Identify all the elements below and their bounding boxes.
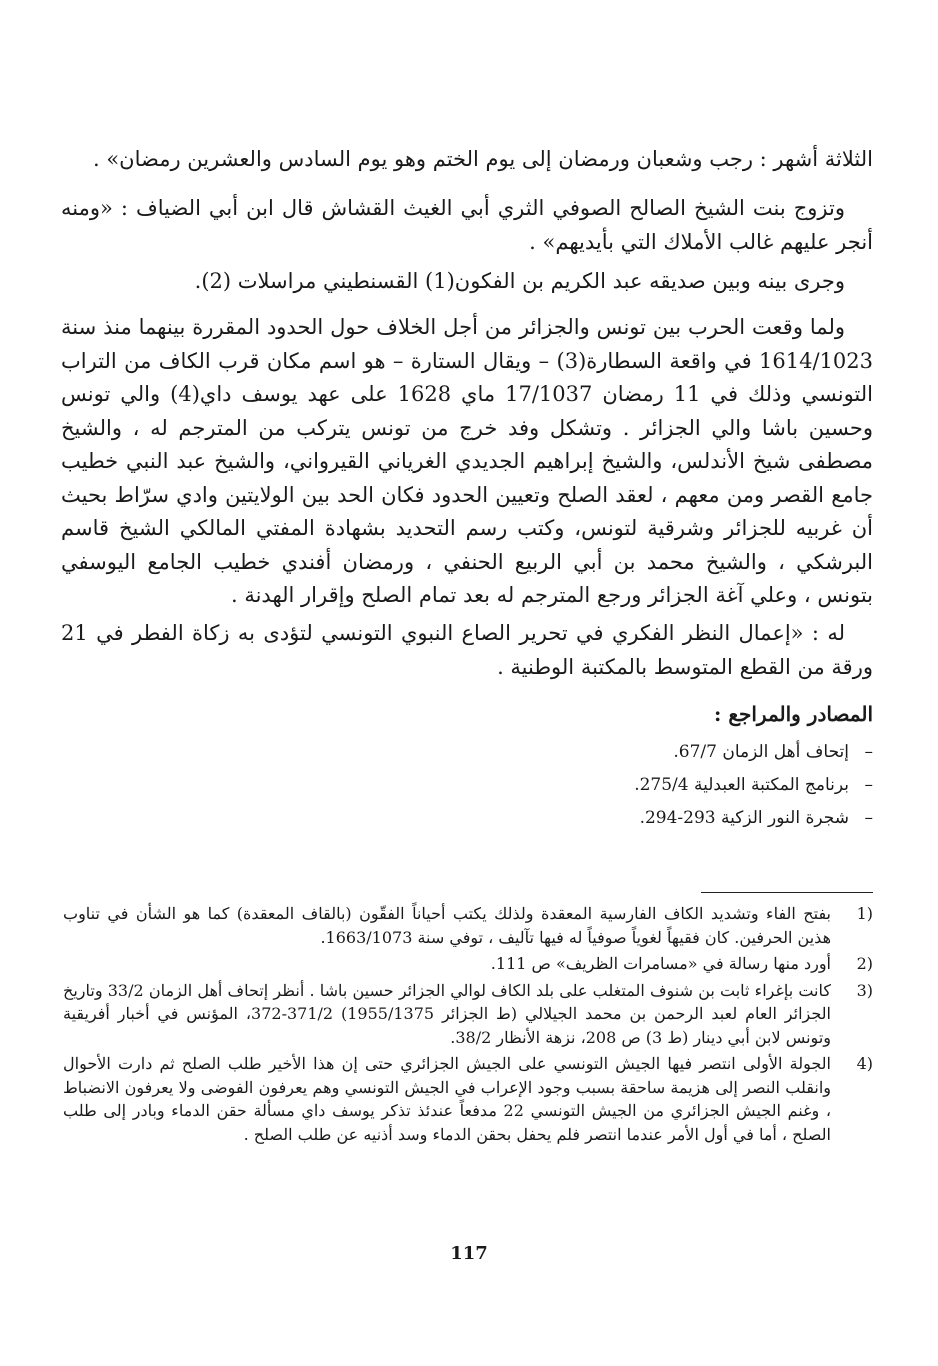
source-item-text: إتحاف أهل الزمان 67/7. bbox=[673, 742, 849, 762]
footnote-item bbox=[63, 902, 873, 949]
footnote-divider bbox=[701, 892, 873, 893]
body-paragraph-1: الثلاثة أشهر : رجب وشعبان ورمضان إلى يوم الختم وهو يوم السادس والعشرين رمضان» . bbox=[92, 147, 873, 171]
sources-list bbox=[373, 736, 873, 835]
source-item-text: برنامج المكتبة العبدلية 275/4. bbox=[634, 775, 849, 795]
source-item-text: شجرة النور الزكية 293-294. bbox=[639, 808, 849, 828]
footnote-number: 2) bbox=[856, 954, 873, 973]
source-item bbox=[373, 769, 873, 802]
body-paragraph-5: له : «إعمال النظر الفكري في تحرير الصاع النبوي التونسي لتؤدى به زكاة الفطر في 21 ورقة من القطع المتوسط بالمكتبة الوطنية . bbox=[61, 621, 873, 679]
page-number: 117 bbox=[450, 1243, 488, 1264]
footnote-item bbox=[63, 952, 873, 976]
sources-heading: المصادر والمراجع : bbox=[714, 702, 873, 726]
footnote-number: 3) bbox=[856, 980, 873, 1000]
footnote-text: الجولة الأولى انتصر فيها الجيش التونسي على الجيش الجزائري حتى إن هذا الأخير طلب الصلح ثم دارت الأحوال وانقلب النصر إلى هزيمة ساحقة بسبب وجود الإعراب في الجيش التونسي وهم يعرفون الفوضى ولا يعرفون الانضباط ، وغنم الجيش الجزائري من الجيش التونسي 22 مدفعاً عندئذ تذكر يوسف داي مسألة حقن الدماء وبادر إلى طلب الصلح ، أما في أول الأمر عندما انتصر فلم يحفل بحقن الدماء وسد أذنيه عن طلب الصلح . bbox=[63, 1054, 831, 1144]
body-paragraph-3: وجرى بينه وبين صديقه عبد الكريم بن الفكون(1) القسنطيني مراسلات (2). bbox=[194, 269, 845, 293]
body-paragraph-2: وتزوج بنت الشيخ الصالح الصوفي الثري أبي الغيث القشاش قال ابن أبي الضياف : «ومنه أنجر عليهم غالب الأملاك التي بأيديهم» . bbox=[61, 196, 873, 254]
footnote-item bbox=[63, 1052, 873, 1146]
footnote-text: كانت بإغراء ثابت بن شنوف المتغلب على بلد الكاف لوالي الجزائر حسين باشا . أنظر إتحاف أهل الزمان 33/2 وتاريخ الجزائر العام لعبد الرحمن بن محمد الجيلالي (ط الجزائر 1955/1375) 371/2-372، المؤنس في أخبار أفريقية وتونس لابن أبي دينار (ط 3) ص 208، نزهة الأنظار 38/2. bbox=[63, 980, 832, 1047]
list-dash: – bbox=[864, 742, 873, 762]
footnote-text: بفتح الفاء وتشديد الكاف الفارسية المعقدة ولذلك يكتب أحياناً الفقّون (بالقاف المعقدة) كما هو الشأن في تناوب هذين الحرفين. كان فقيهاً لغوياً صوفياً له فيها تآليف ، توفي سنة 1663/1073. bbox=[63, 904, 831, 947]
footnote-number: 4) bbox=[856, 1054, 873, 1073]
list-dash: – bbox=[864, 775, 873, 795]
footnotes-list bbox=[63, 902, 873, 1149]
footnote-number: 1) bbox=[856, 904, 873, 923]
footnote-item bbox=[63, 979, 873, 1050]
list-dash: – bbox=[864, 808, 873, 828]
body-paragraph-4: ولما وقعت الحرب بين تونس والجزائر من أجل الخلاف حول الحدود المقررة بينهما منذ سنة 1614/1023 في واقعة السطارة(3) – ويقال الستارة – هو اسم مكان قرب الكاف من التراب التونسي وذلك في 11 رمضان 17/1037 ماي 1628 على عهد يوسف داي(4) والي تونس وحسين باشا والي الجزائر . وتشكل وفد خرج من تونس يتركب من المترجم له ، والشيخ مصطفى شيخ الأندلس، والشيخ إبراهيم الجديدي الغرياني القيرواني، والشيخ عبد النبي خطيب جامع القصر ومن معهم ، لعقد الصلح وتعيين الحدود فكان الحد بين الولايتين وادي سرّاط بحيث أن غربيه للجزائر وشرقية لتونس، وكتب رسم التحديد بشهادة المفتي المالكي الشيخ قاسم البرشكي ، والشيخ محمد بن أبي الربيع الحنفي ، ورمضان أفندي خطيب الجامع اليوسفي بتونس ، وعلي آغة الجزائر ورجع المترجم له بعد تمام الصلح وإقرار الهدنة . bbox=[61, 315, 874, 607]
source-item bbox=[373, 736, 873, 769]
source-item bbox=[373, 802, 873, 835]
footnote-text: أورد منها رسالة في «مسامرات الظريف» ص 111. bbox=[490, 954, 831, 973]
